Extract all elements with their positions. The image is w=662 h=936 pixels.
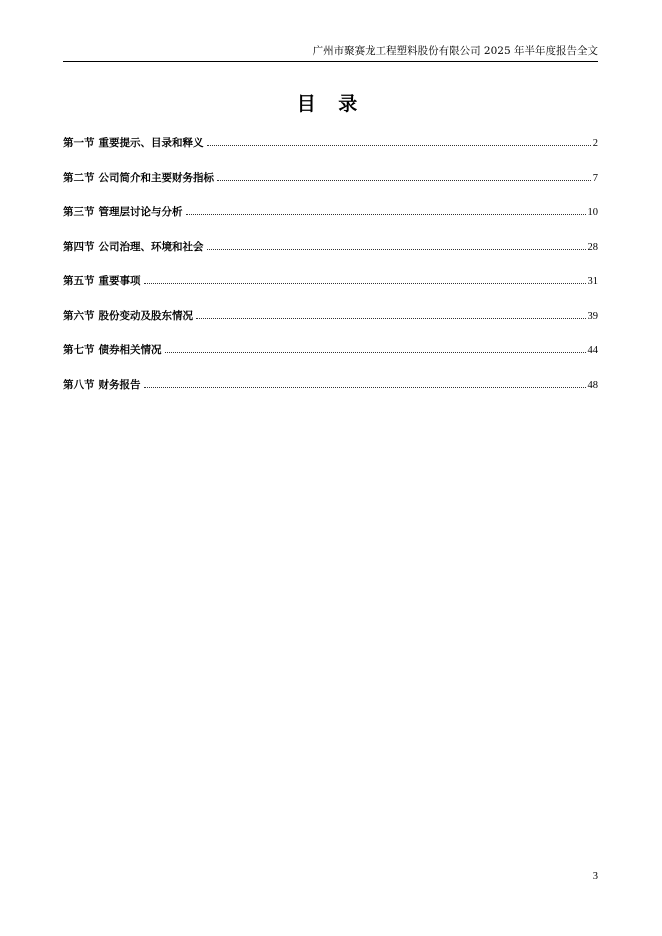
toc-page-number: 39: [587, 310, 598, 322]
toc-leader-dots: [186, 213, 586, 215]
toc-entry-label: [63, 239, 204, 255]
toc-entry[interactable]: [63, 135, 598, 151]
toc-section-number: 第七节: [63, 344, 95, 356]
table-of-contents: [63, 135, 598, 411]
toc-section-name: 公司治理、环境和社会: [98, 240, 204, 253]
toc-title: 目 录: [296, 93, 366, 115]
toc-section-number: 第一节: [63, 137, 95, 149]
toc-leader-dots: [217, 179, 591, 181]
toc-entry[interactable]: [63, 377, 598, 393]
toc-section-number: 第四节: [63, 240, 95, 253]
toc-leader-dots: [207, 248, 586, 250]
toc-leader-dots: [196, 317, 586, 319]
toc-entry-label: [63, 342, 162, 358]
toc-leader-dots: [144, 282, 586, 284]
toc-section-name: 管理层讨论与分析: [98, 206, 183, 218]
toc-leader-dots: [207, 144, 591, 146]
toc-section-name: 重要提示、目录和释义: [98, 137, 204, 149]
toc-leader-dots: [165, 351, 586, 353]
toc-section-number: 第二节: [63, 171, 95, 184]
toc-entry-label: [63, 135, 204, 151]
header-title: 广州市聚赛龙工程塑料股份有限公司 2025 年半年度报告全文: [312, 45, 598, 57]
toc-entry-label: [63, 204, 183, 220]
toc-section-number: 第五节: [63, 275, 95, 287]
toc-entry[interactable]: [63, 204, 598, 220]
toc-entry[interactable]: [63, 273, 598, 289]
toc-entry[interactable]: [63, 170, 598, 186]
toc-section-name: 财务报告: [98, 378, 141, 391]
toc-page-number: 7: [592, 172, 598, 184]
toc-section-number: 第八节: [63, 378, 95, 391]
toc-page-number: 31: [587, 276, 598, 287]
toc-section-name: 重要事项: [98, 275, 141, 287]
toc-section-name: 债券相关情况: [98, 344, 162, 356]
toc-section-number: 第六节: [63, 309, 95, 322]
toc-entry-label: [63, 273, 141, 289]
footer-page-number: 3: [592, 871, 598, 882]
toc-entry[interactable]: [63, 308, 598, 324]
toc-leader-dots: [144, 386, 586, 388]
toc-entry[interactable]: [63, 239, 598, 255]
toc-page-number: 10: [587, 207, 598, 218]
toc-page-number: 48: [587, 379, 598, 391]
toc-page-number: 44: [587, 345, 598, 356]
page-header: [63, 44, 598, 62]
toc-entry-label: [63, 308, 193, 324]
toc-section-name: 公司简介和主要财务指标: [98, 171, 214, 184]
toc-section-number: 第三节: [63, 206, 95, 218]
toc-section-name: 股份变动及股东情况: [98, 309, 193, 322]
toc-entry-label: [63, 377, 141, 393]
toc-entry[interactable]: [63, 342, 598, 358]
toc-entry-label: [63, 170, 214, 186]
toc-page-number: 28: [587, 241, 598, 253]
toc-page-number: 2: [592, 138, 598, 149]
